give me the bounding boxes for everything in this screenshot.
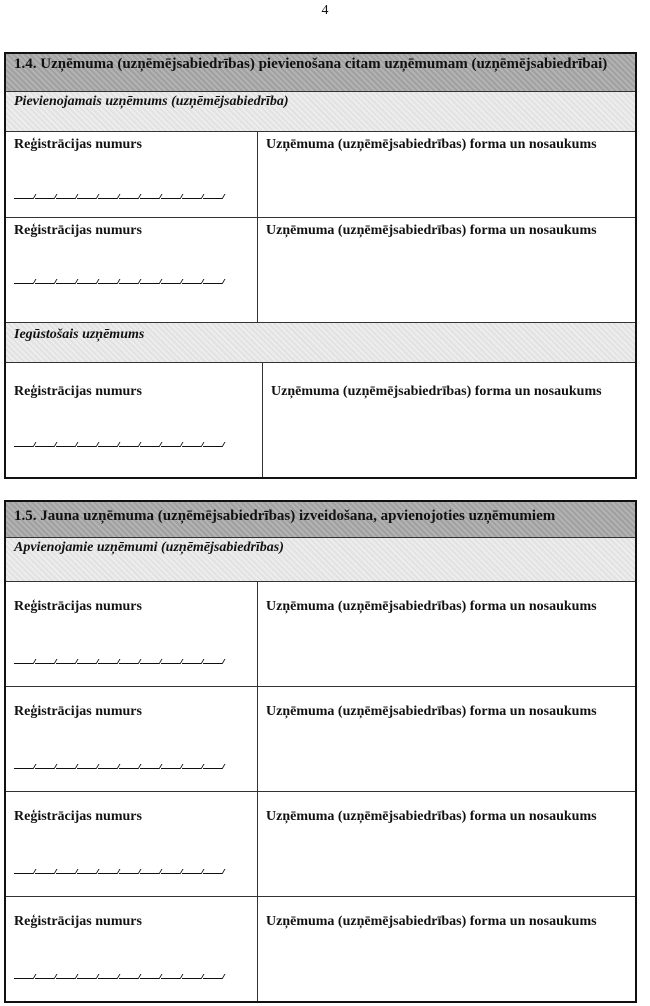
company-name-field[interactable] bbox=[258, 897, 635, 1001]
merging-companies-heading: Apvienojamie uzņēmumi (uzņēmējsabiedrības) bbox=[6, 538, 635, 582]
registration-number-field[interactable] bbox=[6, 218, 258, 322]
section-1-4-title: 1.4. Uzņēmuma (uzņēmējsabiedrības) pievienošana citam uzņēmumam (uzņēmējsabiedrībai) bbox=[6, 54, 635, 92]
registration-number-field[interactable] bbox=[6, 363, 263, 477]
registration-number-label: Reģistrācijas numurs bbox=[14, 704, 142, 719]
company-name-label: Uzņēmuma (uzņēmējsabiedrības) forma un nosaukums bbox=[271, 384, 602, 399]
registration-number-field[interactable] bbox=[6, 792, 258, 896]
acquiring-company-row bbox=[6, 363, 635, 477]
registration-number-label: Reģistrācijas numurs bbox=[14, 599, 142, 614]
registration-number-label: Reģistrācijas numurs bbox=[14, 809, 142, 824]
registration-number-field[interactable] bbox=[6, 687, 258, 791]
registration-number-blank[interactable] bbox=[14, 190, 224, 199]
company-name-field[interactable] bbox=[258, 582, 635, 686]
merging-company-row bbox=[6, 687, 635, 792]
page-number: 4 bbox=[321, 3, 329, 18]
company-name-label: Uzņēmuma (uzņēmējsabiedrības) forma un nosaukums bbox=[266, 137, 597, 152]
registration-number-blank[interactable] bbox=[14, 865, 224, 874]
joined-company-row bbox=[6, 132, 635, 218]
registration-number-blank[interactable] bbox=[14, 970, 224, 979]
merging-company-row bbox=[6, 582, 635, 687]
company-name-label: Uzņēmuma (uzņēmējsabiedrības) forma un nosaukums bbox=[266, 809, 597, 824]
registration-number-blank[interactable] bbox=[14, 438, 224, 447]
company-name-label: Uzņēmuma (uzņēmējsabiedrības) forma un nosaukums bbox=[266, 914, 597, 929]
joined-company-row bbox=[6, 218, 635, 323]
registration-number-blank[interactable] bbox=[14, 760, 224, 769]
company-name-field[interactable] bbox=[263, 363, 635, 477]
company-name-label: Uzņēmuma (uzņēmējsabiedrības) forma un nosaukums bbox=[266, 223, 597, 238]
acquiring-company-heading: Iegūstošais uzņēmums bbox=[6, 323, 635, 363]
registration-number-field[interactable] bbox=[6, 897, 258, 1001]
section-1-5-title: 1.5. Jauna uzņēmuma (uzņēmējsabiedrības) izveidošana, apvienojoties uzņēmumiem bbox=[6, 502, 635, 538]
joined-company-heading: Pievienojamais uzņēmums (uzņēmējsabiedrība) bbox=[6, 92, 635, 132]
section-1-4 bbox=[4, 52, 637, 479]
company-name-label: Uzņēmuma (uzņēmējsabiedrības) forma un nosaukums bbox=[266, 704, 597, 719]
registration-number-label: Reģistrācijas numurs bbox=[14, 914, 142, 929]
registration-number-label: Reģistrācijas numurs bbox=[14, 384, 142, 399]
registration-number-label: Reģistrācijas numurs bbox=[14, 223, 142, 238]
registration-number-label: Reģistrācijas numurs bbox=[14, 137, 142, 152]
company-name-field[interactable] bbox=[258, 132, 635, 217]
registration-number-field[interactable] bbox=[6, 132, 258, 217]
registration-number-blank[interactable] bbox=[14, 275, 224, 284]
company-name-label: Uzņēmuma (uzņēmējsabiedrības) forma un nosaukums bbox=[266, 599, 597, 614]
merging-company-row bbox=[6, 897, 635, 1001]
company-name-field[interactable] bbox=[258, 792, 635, 896]
merging-company-row bbox=[6, 792, 635, 897]
company-name-field[interactable] bbox=[258, 218, 635, 322]
registration-number-blank[interactable] bbox=[14, 655, 224, 664]
company-name-field[interactable] bbox=[258, 687, 635, 791]
section-1-5 bbox=[4, 500, 637, 1003]
registration-number-field[interactable] bbox=[6, 582, 258, 686]
